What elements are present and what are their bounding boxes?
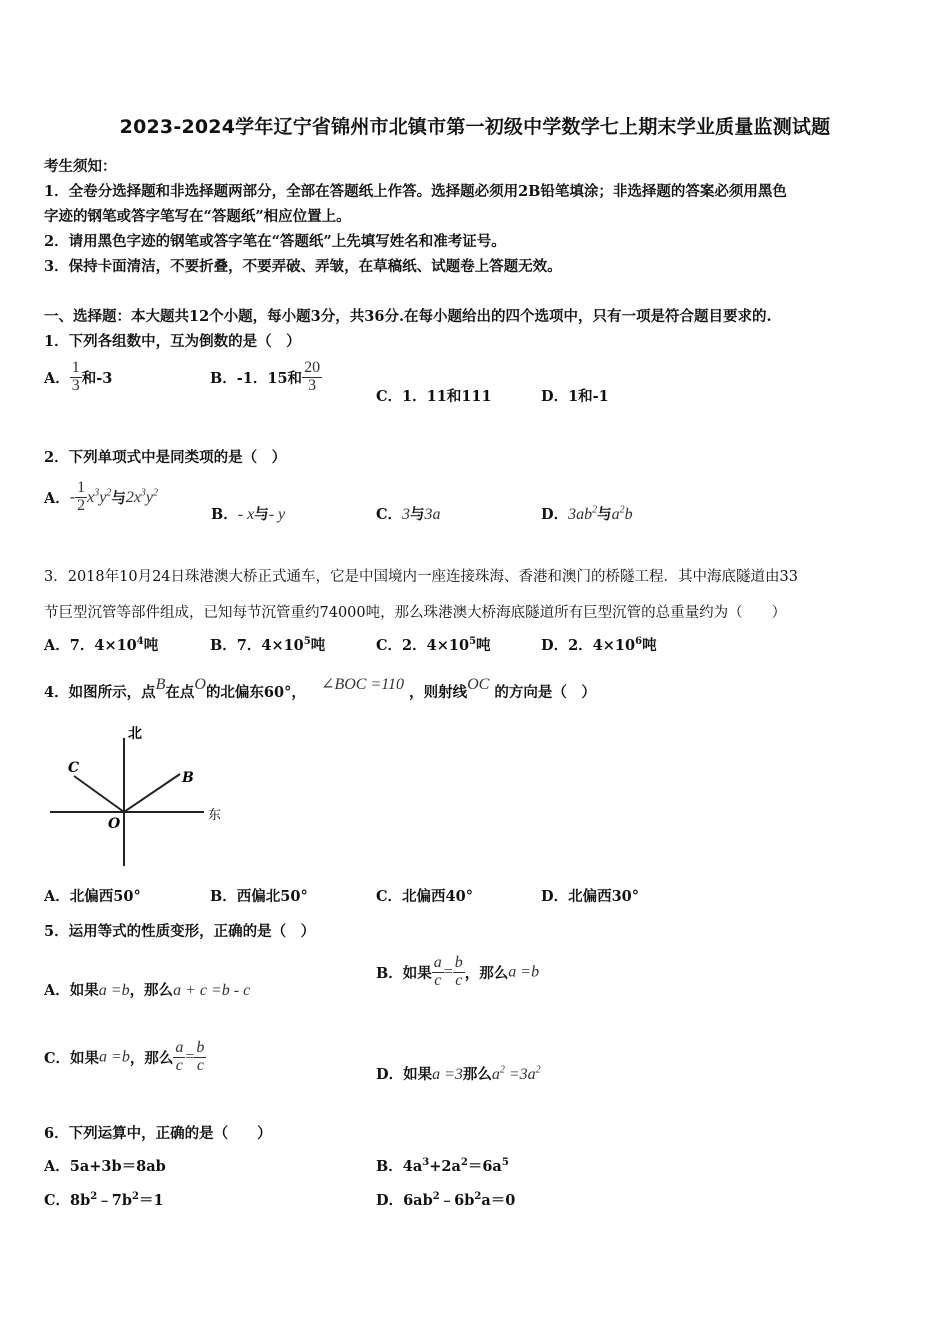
q3-option-a: A．7．$4\times 10^4$吨 xyxy=(44,636,159,654)
q5-option-b: B．如果 $\frac{a}{c}$ = $\frac{b}{c}$ ，那么a =b xyxy=(376,954,540,989)
q1-b-fraction: $\frac{20}{3}$ xyxy=(304,359,321,394)
q5-option-d: D．如果a =3那么$a^2 =3a^2$ xyxy=(376,1064,541,1083)
notice-item-3: 3．保持卡面清洁，不要折叠，不要弄破、弄皱，在草稿纸、试题卷上答题无效。 xyxy=(44,258,562,275)
point-b-label: B xyxy=(182,770,194,786)
page-title: 2023-2024学年辽宁省锦州市北镇市第一初级中学数学七上期末学业质量监测试题 xyxy=(119,116,831,138)
q2-option-c: C．3与3a xyxy=(376,506,441,523)
q6-option-b: B．$4a^3+2a^2=6a^5$ xyxy=(376,1157,509,1175)
north-label: 北 xyxy=(128,726,142,742)
notice-item-2: 2．请用黑色字迹的钢笔或答字笔在“答题纸”上先填写姓名和准考证号。 xyxy=(44,233,506,250)
q1-option-b: B．-1．15和 $\frac{20}{3}$ xyxy=(210,359,321,394)
q3-option-d: D．2．$4\times 10^6$吨 xyxy=(541,636,657,654)
q1-a-fraction: $\frac{1}{3}$ xyxy=(71,359,80,394)
q1-option-c: C．1．11和111 xyxy=(376,388,492,405)
q6-option-d: D．$6ab^2﹣6b^2a=0$ xyxy=(376,1191,516,1209)
point-o-label: O xyxy=(108,816,121,832)
q4-option-a: A．北偏西50° xyxy=(44,888,141,905)
q6-option-a: A．5a+3b＝8ab xyxy=(44,1158,166,1175)
q1-option-a: A． $\frac{1}{3}$ 和-3 xyxy=(44,359,113,394)
question-4-stem: 4．如图所示，点B在点O的北偏东60°， ∠BOC =110 ，则射线OC 的方向是（ ） xyxy=(44,676,596,701)
question-1-stem: 1．下列各组数中，互为倒数的是（ ） xyxy=(44,333,301,350)
compass-figure xyxy=(44,720,234,870)
notice-heading: 考生须知： xyxy=(44,158,117,175)
q5-option-c: C．如果a =b，那么 $\frac{a}{c}$ = $\frac{b}{c}$ xyxy=(44,1039,205,1074)
q2-option-d: D．$3ab^2$与$a^2b$ xyxy=(541,504,633,523)
q5-c-fraction-right: $\frac{b}{c}$ xyxy=(196,1039,205,1074)
q2-a-fraction: $\frac{1}{2}$ xyxy=(77,479,86,514)
notice-item-1-line-2: 字迹的钢笔或答字笔写在“答题纸”相应位置上。 xyxy=(44,208,351,225)
question-3-line-2: 节巨型沉管等部件组成，已知每节沉管重约74000吨，那么珠港澳大桥海底隧道所有巨型沉管的总重量约为（ ） xyxy=(44,605,787,621)
q1-option-d: D．1和-1 xyxy=(541,388,609,405)
q6-option-c: C．$8b^2﹣7b^2=1$ xyxy=(44,1191,164,1209)
q3-option-b: B．7．$4\times 10^5$吨 xyxy=(210,636,326,654)
question-3-line-1: 3．2018年10月24日珠港澳大桥正式通车，它是中国境内一座连接珠海、香港和澳门的桥隧工程．其中海底隧道由33 xyxy=(44,569,798,585)
question-5-stem: 5．运用等式的性质变形，正确的是（ ） xyxy=(44,923,316,940)
q2-option-b: B．- x与- y xyxy=(211,506,286,523)
q5-b-fraction-left: $\frac{a}{c}$ xyxy=(433,954,442,989)
ray-oc xyxy=(74,776,124,812)
point-c-label: C xyxy=(68,760,80,776)
question-6-stem: 6．下列运算中，正确的是（ ） xyxy=(44,1125,272,1142)
q5-option-a: A．如果a =b，那么a + c =b - c xyxy=(44,982,251,999)
ray-ob xyxy=(124,774,180,812)
q5-b-fraction-right: $\frac{b}{c}$ xyxy=(454,954,463,989)
q2-option-a: A．- $\frac{1}{2}$ $x^3y^2$与$2x^3y^2$ xyxy=(44,479,159,514)
q3-option-c: C．2．$4\times 10^5$吨 xyxy=(376,636,491,654)
q5-c-fraction-left: $\frac{a}{c}$ xyxy=(175,1039,184,1074)
q4-option-c: C．北偏西40° xyxy=(376,888,473,905)
q4-option-b: B．西偏北50° xyxy=(210,888,308,905)
question-2-stem: 2．下列单项式中是同类项的是（ ） xyxy=(44,449,287,466)
section-1-heading: 一、选择题：本大题共12个小题，每小题3分，共36分.在每小题给出的四个选项中，只有一项是符合题目要求的. xyxy=(44,308,772,325)
notice-item-1-line-1: 1．全卷分选择题和非选择题两部分，全部在答题纸上作答。选择题必须用2B铅笔填涂；非选择题的答案必须用黑色 xyxy=(44,183,787,200)
east-label: 东 xyxy=(208,808,222,823)
q4-option-d: D．北偏西30° xyxy=(541,888,640,905)
